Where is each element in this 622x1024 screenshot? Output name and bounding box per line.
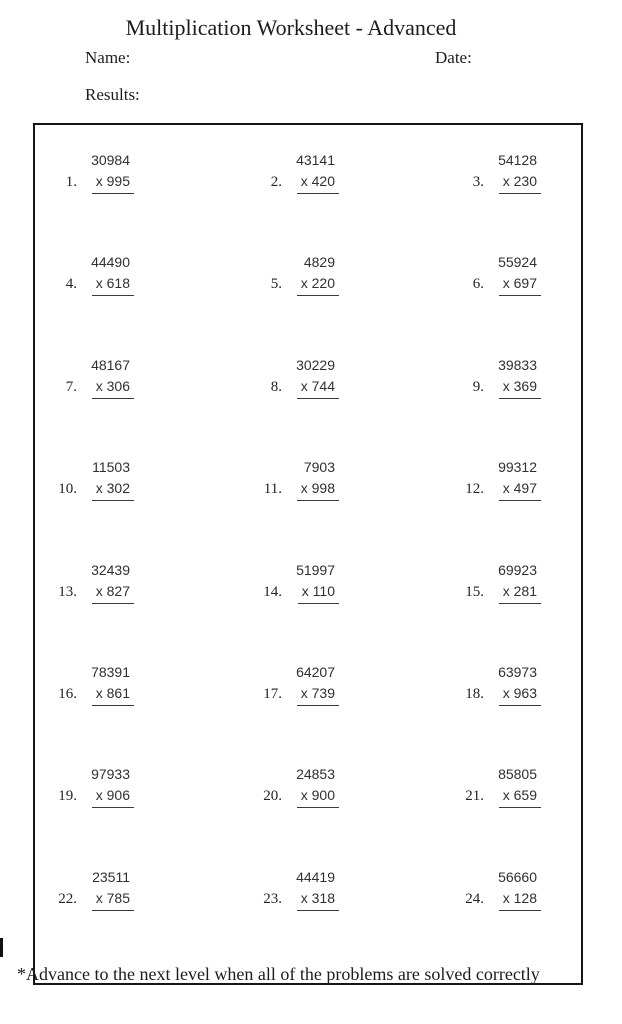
multiplier-line: x 861 xyxy=(92,683,134,706)
problem-number: 19. xyxy=(58,788,77,805)
multiplier-line: x 618 xyxy=(92,273,134,296)
multiplier-line: x 420 xyxy=(297,171,339,194)
problem-operands xyxy=(87,560,131,604)
problem xyxy=(248,764,336,808)
problem-operands xyxy=(292,252,336,296)
multiplier-line: x 110 xyxy=(298,581,339,604)
multiplicand: 32439 xyxy=(91,561,130,578)
problem-operands xyxy=(292,764,336,808)
multiplier-line: x 995 xyxy=(92,171,134,194)
problem-operands xyxy=(292,355,336,399)
problem-number: 12. xyxy=(465,481,484,498)
multiplicand: 30984 xyxy=(91,152,130,168)
problem-number: 6. xyxy=(472,276,484,293)
problem-number: 14. xyxy=(263,583,282,600)
problem xyxy=(248,662,336,706)
multiplicand: 97933 xyxy=(91,766,130,783)
multiplier-line: x 744 xyxy=(297,376,339,399)
problem xyxy=(43,457,131,501)
multiplicand: 30229 xyxy=(296,356,335,373)
problem-operands xyxy=(292,867,336,911)
problem-number: 23. xyxy=(263,890,282,907)
problem-operands xyxy=(494,662,538,706)
problems-row xyxy=(35,867,581,969)
multiplicand: 78391 xyxy=(91,663,130,680)
multiplicand: 85805 xyxy=(498,766,537,783)
problem-number: 13. xyxy=(58,583,77,600)
multiplicand: 44419 xyxy=(296,868,335,885)
problem xyxy=(450,150,538,194)
multiplicand: 24853 xyxy=(296,766,335,783)
problem-number: 8. xyxy=(270,378,282,395)
multiplier-line: x 230 xyxy=(499,171,541,194)
multiplier-line: x 963 xyxy=(499,683,541,706)
multiplier-line: x 306 xyxy=(92,376,134,399)
multiplicand: 69923 xyxy=(498,561,537,578)
problem xyxy=(450,560,538,604)
problem-number: 9. xyxy=(472,378,484,395)
multiplier-line: x 900 xyxy=(297,785,339,808)
multiplier-line: x 369 xyxy=(499,376,541,399)
problem-number: 24. xyxy=(465,890,484,907)
problem-operands xyxy=(494,867,538,911)
problem-operands xyxy=(292,560,336,604)
problem xyxy=(43,560,131,604)
results-label: Results: xyxy=(85,85,140,104)
multiplicand: 64207 xyxy=(296,663,335,680)
multiplier-line: x 827 xyxy=(92,581,134,604)
problem-operands xyxy=(494,764,538,808)
problem-number: 16. xyxy=(58,685,77,702)
multiplier-line: x 318 xyxy=(297,888,339,911)
problem-operands xyxy=(494,560,538,604)
problem-operands xyxy=(292,150,336,194)
multiplicand: 99312 xyxy=(498,459,537,476)
stray-cursor-mark xyxy=(0,938,3,957)
problem xyxy=(248,252,336,296)
problems-row xyxy=(35,150,581,252)
problem-number: 10. xyxy=(58,481,77,498)
problem xyxy=(248,150,336,194)
multiplicand: 11503 xyxy=(92,459,130,476)
problems-row xyxy=(35,355,581,457)
problem-operands xyxy=(494,355,538,399)
problem xyxy=(248,560,336,604)
multiplier-line: x 497 xyxy=(499,478,541,501)
multiplier-line: x 302 xyxy=(92,478,134,501)
problems-row xyxy=(35,252,581,354)
problem xyxy=(43,867,131,911)
multiplicand: 43141 xyxy=(296,152,335,168)
multiplicand: 55924 xyxy=(498,254,537,271)
problems-box xyxy=(33,123,583,985)
multiplier-line: x 281 xyxy=(499,581,541,604)
problem-number: 22. xyxy=(58,890,77,907)
problem-number: 7. xyxy=(65,378,77,395)
problem-number: 3. xyxy=(472,174,484,190)
problems-row xyxy=(35,662,581,764)
problem-operands xyxy=(87,355,131,399)
problem xyxy=(248,867,336,911)
problem xyxy=(450,457,538,501)
multiplicand: 54128 xyxy=(498,152,537,168)
problem-operands xyxy=(87,662,131,706)
problem xyxy=(43,150,131,194)
problem-operands xyxy=(494,150,538,194)
multiplier-line: x 739 xyxy=(297,683,339,706)
problem-number: 1. xyxy=(65,174,77,190)
multiplicand: 4829 xyxy=(303,254,335,271)
footer-note: *Advance to the next level when all of the problems are solved correctly xyxy=(17,964,540,984)
problem xyxy=(43,252,131,296)
multiplicand: 23511 xyxy=(92,868,130,885)
multiplier-line: x 128 xyxy=(499,888,541,911)
problem-operands xyxy=(292,457,336,501)
problem-operands xyxy=(87,764,131,808)
problem xyxy=(450,867,538,911)
problem-operands xyxy=(87,867,131,911)
problem-operands xyxy=(494,252,538,296)
problem-number: 4. xyxy=(65,276,77,293)
problems-row xyxy=(35,457,581,559)
problem xyxy=(450,355,538,399)
multiplicand: 63973 xyxy=(498,663,537,680)
problem xyxy=(248,355,336,399)
problem xyxy=(43,355,131,399)
multiplicand: 39833 xyxy=(498,356,537,373)
problem-number: 21. xyxy=(465,788,484,805)
problem-operands xyxy=(494,457,538,501)
problems-row xyxy=(35,764,581,866)
problem-number: 18. xyxy=(465,685,484,702)
problem xyxy=(450,252,538,296)
multiplicand: 51997 xyxy=(296,561,335,578)
problem-number: 17. xyxy=(263,685,282,702)
name-label: Name: xyxy=(85,48,131,67)
problem-operands xyxy=(292,662,336,706)
page-title: Multiplication Worksheet - Advanced xyxy=(125,15,457,40)
multiplier-line: x 697 xyxy=(499,273,541,296)
problem-operands xyxy=(87,457,131,501)
problem xyxy=(450,662,538,706)
problem xyxy=(43,764,131,808)
problem-operands xyxy=(87,150,131,194)
multiplicand: 7903 xyxy=(303,459,335,476)
problem xyxy=(43,662,131,706)
problem-number: 15. xyxy=(465,583,484,600)
problems-row xyxy=(35,560,581,662)
multiplicand: 48167 xyxy=(91,356,130,373)
problem-number: 11. xyxy=(263,481,282,498)
multiplier-line: x 785 xyxy=(92,888,134,911)
problem xyxy=(248,457,336,501)
problem-number: 20. xyxy=(263,788,282,805)
problem-operands xyxy=(87,252,131,296)
problem xyxy=(450,764,538,808)
problem-number: 5. xyxy=(270,276,282,293)
multiplier-line: x 659 xyxy=(499,785,541,808)
problem-number: 2. xyxy=(270,174,282,190)
multiplicand: 56660 xyxy=(498,868,537,885)
date-label: Date: xyxy=(435,48,472,67)
multiplier-line: x 906 xyxy=(92,785,134,808)
multiplier-line: x 220 xyxy=(297,273,339,296)
multiplicand: 44490 xyxy=(91,254,130,271)
multiplier-line: x 998 xyxy=(297,478,339,501)
